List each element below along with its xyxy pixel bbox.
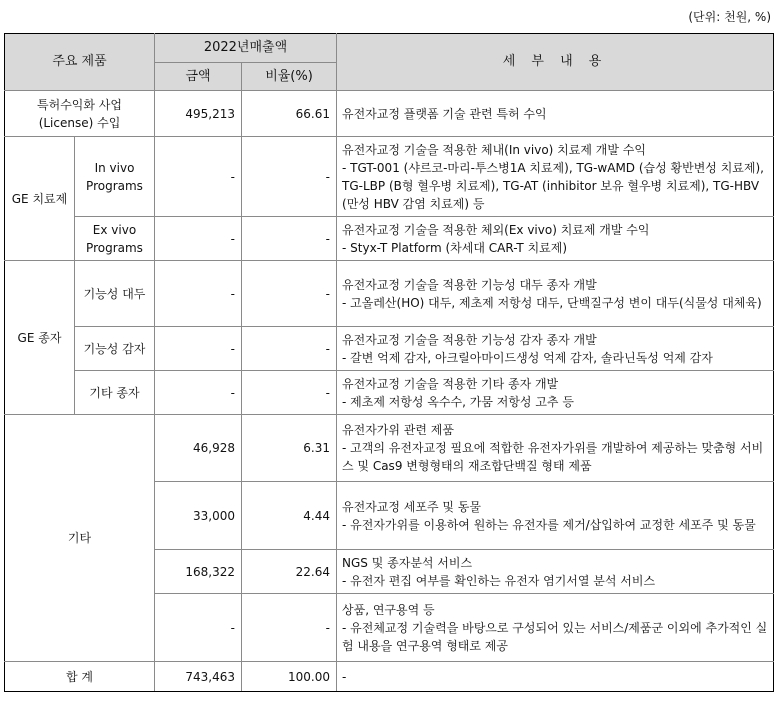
invivo-name-line1: In vivo: [94, 160, 135, 175]
etc-group: 기타: [5, 415, 155, 662]
header-product: 주요 제품: [5, 34, 155, 91]
exvivo-detail: [337, 217, 774, 261]
etc-1-detail-line2: - 고객의 유전자교정 필요에 적합한 유전자가위를 개발하여 제공하는 맞춤형 서비스 및 Cas9 변형형태의 재조합단백질 형태 제품: [342, 441, 764, 473]
etc-2-ratio: 4.44: [242, 482, 337, 550]
header-row-1: [5, 34, 774, 63]
product-sales-table: [4, 33, 774, 692]
total-name: 합 계: [5, 662, 155, 692]
total-ratio: 100.00: [242, 662, 337, 692]
etc-3-detail: [337, 550, 774, 594]
header-ratio: 비율(%): [242, 63, 337, 91]
other-seed-name: 기타 종자: [75, 371, 155, 415]
etc-1-detail: [337, 415, 774, 482]
etc-3-ratio: 22.64: [242, 550, 337, 594]
row-potato: [5, 327, 774, 371]
potato-detail-line2: - 갈변 억제 감자, 아크릴아마이드생성 억제 감자, 솔라닌독성 억제 감자: [342, 350, 713, 365]
potato-detail: [337, 327, 774, 371]
soybean-detail: [337, 261, 774, 327]
potato-detail-line1: 유전자교정 기술을 적용한 기능성 감자 종자 개발: [342, 332, 597, 347]
exvivo-name-line1: Ex vivo: [92, 222, 137, 237]
exvivo-name-line2: Programs: [86, 240, 143, 255]
other-seed-ratio: -: [242, 371, 337, 415]
row-license: [5, 91, 774, 137]
license-amount: 495,213: [155, 91, 242, 137]
license-ratio: 66.61: [242, 91, 337, 137]
ge-seed-group: GE 종자: [5, 261, 75, 415]
soybean-name: 기능성 대두: [75, 261, 155, 327]
other-seed-detail: [337, 371, 774, 415]
unit-note: (단위: 천원, %): [688, 10, 771, 24]
invivo-amount: -: [155, 137, 242, 217]
invivo-name-line2: Programs: [86, 178, 143, 193]
etc-1-amount: 46,928: [155, 415, 242, 482]
exvivo-ratio: -: [242, 217, 337, 261]
invivo-detail-line1: 유전자교정 기술을 적용한 체내(In vivo) 치료제 개발 수익: [342, 142, 646, 157]
exvivo-amount: -: [155, 217, 242, 261]
potato-ratio: -: [242, 327, 337, 371]
potato-amount: -: [155, 327, 242, 371]
etc-1-ratio: 6.31: [242, 415, 337, 482]
license-detail: 유전자교정 플랫폼 기술 관련 특허 수익: [337, 91, 774, 137]
soybean-ratio: -: [242, 261, 337, 327]
row-invivo: [5, 137, 774, 217]
etc-4-detail-line2: - 유전체교정 기술력을 바탕으로 구성되어 있는 서비스/제품군 이외에 추가적인 실험 내용을 연구용역 형태로 제공: [342, 620, 768, 653]
invivo-ratio: -: [242, 137, 337, 217]
header-detail: 세 부 내 용: [337, 34, 774, 91]
soybean-amount: -: [155, 261, 242, 327]
other-seed-detail-line1: 유전자교정 기술을 적용한 기타 종자 개발: [342, 376, 559, 391]
exvivo-name: [75, 217, 155, 261]
row-total: [5, 662, 774, 692]
invivo-name: [75, 137, 155, 217]
invivo-detail-line2: - TGT-001 (샤르코-마리-투스병1A 치료제), TG-wAMD (습성 황반변성 치료제), TG-LBP (B형 혈우병 치료제), TG-AT (inhibitor 보유 혈우병 치료제), TG-HBV (만성 HBV 감염 치료제) 등: [342, 160, 764, 211]
header-amount: 금액: [155, 63, 242, 91]
potato-name: 기능성 감자: [75, 327, 155, 371]
total-amount: 743,463: [155, 662, 242, 692]
exvivo-detail-line2: - Styx-T Platform (차세대 CAR-T 치료제): [342, 240, 568, 255]
invivo-detail: [337, 137, 774, 217]
etc-4-ratio: -: [242, 594, 337, 662]
etc-3-amount: 168,322: [155, 550, 242, 594]
etc-4-amount: -: [155, 594, 242, 662]
etc-3-detail-line2: - 유전자 편집 여부를 확인하는 유전자 염기서열 분석 서비스: [342, 573, 656, 588]
etc-3-detail-line1: NGS 및 종자분석 서비스: [342, 555, 473, 570]
exvivo-detail-line1: 유전자교정 기술을 적용한 체외(Ex vivo) 치료제 개발 수익: [342, 222, 650, 237]
row-etc-1: [5, 415, 774, 482]
row-soybean: [5, 261, 774, 327]
etc-4-detail-line1: 상품, 연구용역 등: [342, 602, 435, 617]
etc-2-detail-line2: - 유전자가위를 이용하여 원하는 유전자를 제거/삽입하여 교정한 세포주 및 동물: [342, 517, 756, 532]
header-year-sales: 2022년매출액: [155, 34, 337, 63]
etc-2-amount: 33,000: [155, 482, 242, 550]
total-detail: -: [337, 662, 774, 692]
other-seed-amount: -: [155, 371, 242, 415]
row-exvivo: [5, 217, 774, 261]
license-name-line2: (License) 수입: [38, 115, 121, 130]
license-name: [5, 91, 155, 137]
soybean-detail-line1: 유전자교정 기술을 적용한 기능성 대두 종자 개발: [342, 277, 597, 292]
etc-2-detail-line1: 유전자교정 세포주 및 동물: [342, 499, 481, 514]
ge-therapy-group: GE 치료제: [5, 137, 75, 261]
etc-4-detail: [337, 594, 774, 662]
etc-1-detail-line1: 유전자가위 관련 제품: [342, 423, 454, 437]
other-seed-detail-line2: - 제초제 저항성 옥수수, 가뭄 저항성 고추 등: [342, 394, 574, 409]
license-name-line1: 특허수익화 사업: [37, 97, 122, 112]
etc-2-detail: [337, 482, 774, 550]
row-other-seed: [5, 371, 774, 415]
soybean-detail-line2: - 고올레산(HO) 대두, 제초제 저항성 대두, 단백질구성 변이 대두(식물성 대체육): [342, 295, 762, 310]
